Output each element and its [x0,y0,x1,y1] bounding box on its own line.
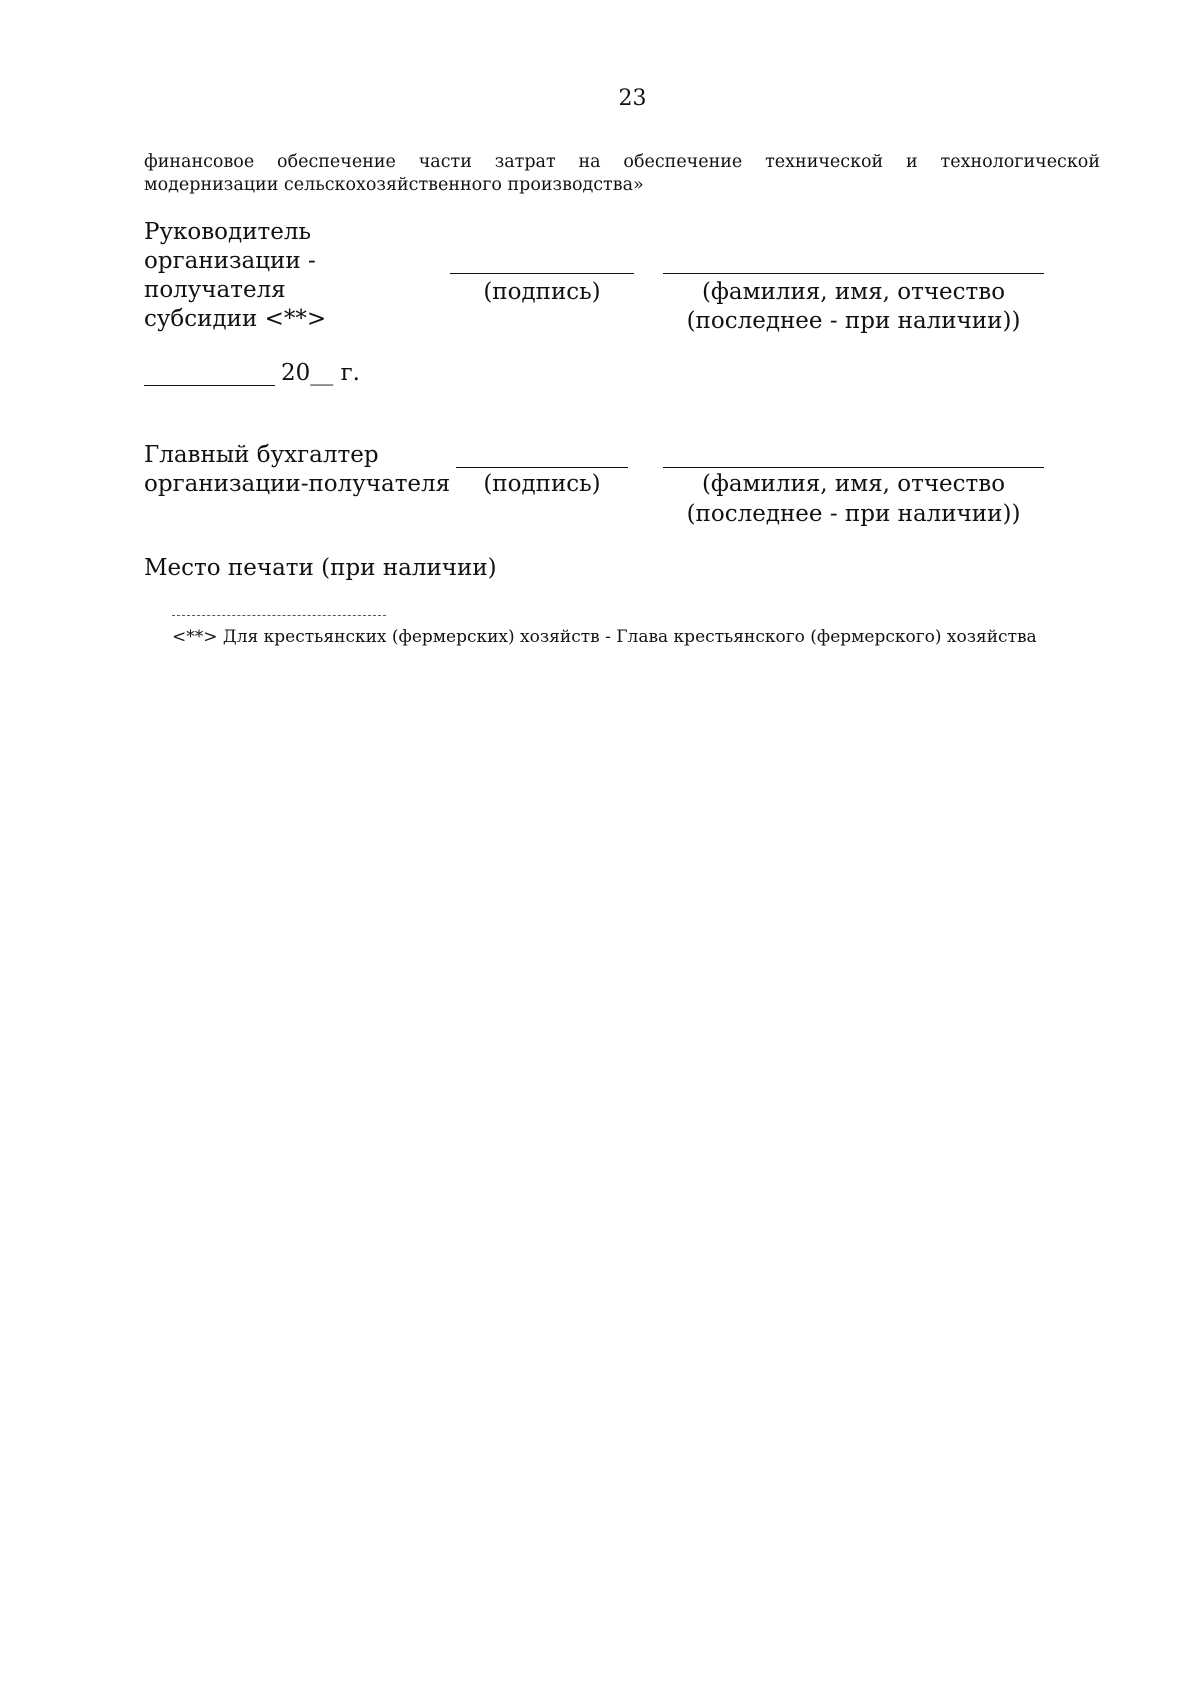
accountant-name-caption-line-1: (фамилия, имя, отчество [701,471,1006,497]
head-title-line-2: организации - [144,248,316,274]
head-title-line-1: Руководитель [144,219,311,245]
accountant-name-line[interactable] [663,467,1044,468]
head-title-line-4: субсидии <**> [144,306,327,332]
accountant-title-line-1: Главный бухгалтер [144,442,379,468]
date-day-month-line[interactable] [144,385,275,386]
accountant-signature-caption: (подпись) [483,471,601,497]
head-name-caption-line-1: (фамилия, имя, отчество [701,279,1006,305]
page-number: 23 [618,86,647,111]
accountant-signature-line[interactable] [456,467,628,468]
footnote-separator [172,615,386,616]
intro-paragraph: финансовое обеспечение части затрат на обеспечение технической и технологической модернизации сельскохозяйственного производства» [144,152,1100,195]
footnote-text: <**> Для крестьянских (фермерских) хозяйств - Глава крестьянского (фермерского) хозяйства [172,627,1037,647]
head-signature-caption: (подпись) [483,279,601,305]
accountant-name-caption-line-2: (последнее - при наличии)) [686,501,1021,527]
date-year-text: 20__ г. [281,360,360,386]
accountant-title-line-2: организации-получателя [144,471,451,497]
head-title-line-3: получателя [144,277,286,303]
stamp-place-label: Место печати (при наличии) [144,555,497,581]
head-name-line[interactable] [663,273,1044,274]
head-signature-line[interactable] [450,273,634,274]
head-name-caption-line-2: (последнее - при наличии)) [686,308,1021,334]
